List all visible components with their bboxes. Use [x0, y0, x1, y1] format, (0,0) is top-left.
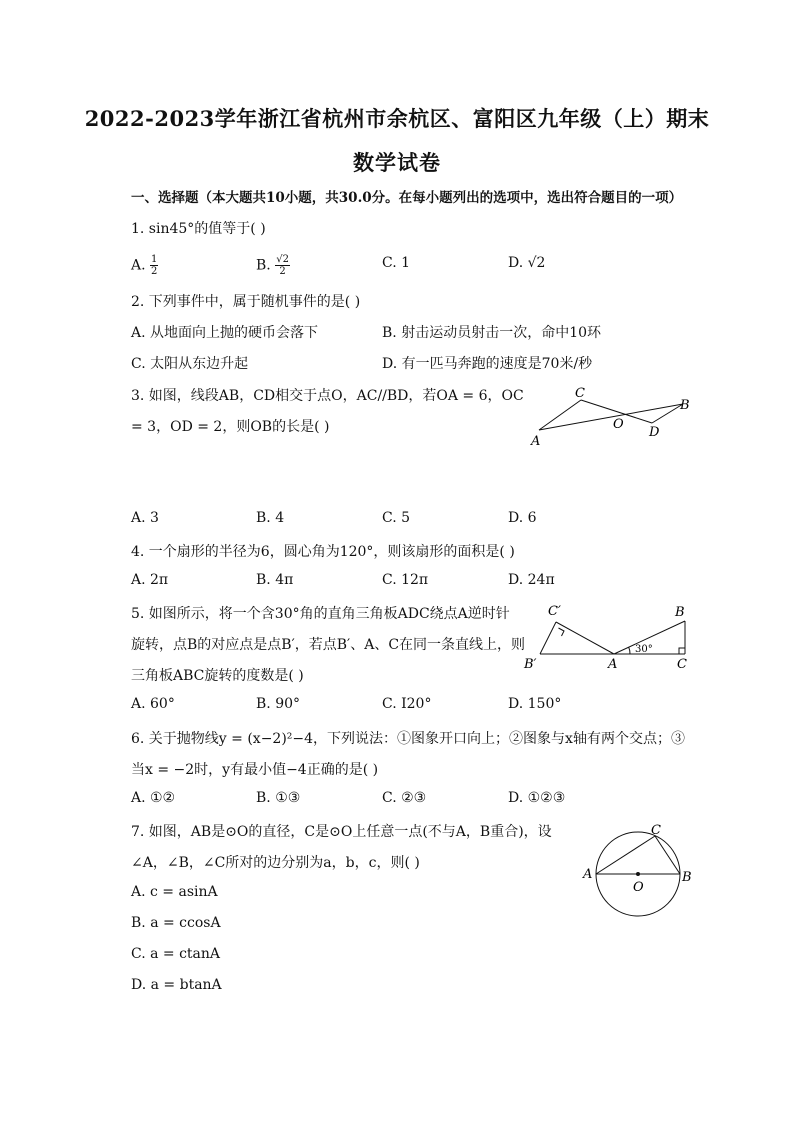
q5-right-angle-c	[679, 648, 685, 654]
q3-option-b: B. 4	[256, 510, 285, 526]
q6-option-b: B. ①③	[256, 790, 301, 806]
q5-label-C: C	[677, 657, 687, 672]
q7-label-C: C	[651, 823, 661, 838]
q2-option-d: D. 有一匹马奔跑的速度是70米/秒	[382, 356, 593, 372]
exam-title-line1: 2022-2023学年浙江省杭州市余杭区、富阳区九年级（上）期末	[84, 106, 710, 131]
q6-option-a: A. ①②	[131, 790, 176, 806]
q5-label-B: B	[675, 605, 685, 620]
q3-stem-line1: 3. 如图，线段AB，CD相交于点O，AC//BD，若OA = 6，OC	[131, 388, 524, 404]
q7-option-d: D. a = btanA	[131, 977, 222, 993]
q3-label-B: B	[680, 398, 690, 413]
q3-label-A: A	[531, 434, 541, 449]
q1-option-a-fraction: $\frac{1}{2}$	[151, 254, 158, 277]
q3-label-D: D	[649, 425, 660, 440]
q1-option-a: A. $\frac{1}{2}$	[131, 254, 158, 277]
q5-label-A: A	[608, 657, 618, 672]
q7-label-O: O	[633, 880, 644, 895]
q4-stem: 4. 一个扇形的半径为6，圆心角为120°，则该扇形的面积是( )	[131, 544, 515, 560]
q6-stem-line2: 当x = −2时，y有最小值−4正确的是( )	[131, 762, 379, 778]
q3-option-d: D. 6	[508, 510, 537, 526]
q5-option-d: D. 150°	[508, 696, 562, 712]
q4-option-c: C. 12π	[382, 572, 429, 588]
q2-option-b: B. 射击运动员射击一次，命中10环	[382, 325, 602, 341]
q5-angle-label: 30°	[635, 644, 653, 655]
q5-stem-line1: 5. 如图所示，将一个含30°角的直角三角板ADC绕点A逆时针	[131, 606, 510, 622]
q2-stem: 2. 下列事件中，属于随机事件的是( )	[131, 294, 361, 310]
section-heading-choice: 一、选择题（本大题共10小题，共30.0分。在每小题列出的选项中，选出符合题目的一项）	[131, 190, 683, 206]
q3-stem-line2: = 3，OD = 2，则OB的长是( )	[131, 419, 330, 435]
q4-option-d: D. 24π	[508, 572, 555, 588]
q7-chord-BC	[655, 836, 680, 874]
q5-angle-arc	[629, 647, 630, 654]
q7-option-b: B. a = ccosA	[131, 915, 221, 931]
q5-label-C-prime: C′	[548, 604, 561, 619]
q4-option-b: B. 4π	[256, 572, 294, 588]
q5-segment-C1A	[556, 622, 614, 654]
q5-label-B-prime: B′	[524, 657, 537, 672]
q7-option-c: C. a = ctanA	[131, 946, 221, 962]
q2-option-a: A. 从地面向上抛的硬币会落下	[131, 325, 319, 341]
q1-option-d: D. √2	[508, 255, 546, 271]
q7-figure	[578, 818, 700, 926]
q3-segment-AC	[539, 400, 581, 430]
q4-option-a: A. 2π	[131, 572, 169, 588]
q3-label-C: C	[575, 386, 585, 401]
q3-option-a: A. 3	[131, 510, 159, 526]
q5-stem-line3: 三角板ABC旋转的度数是( )	[131, 668, 304, 684]
q3-label-O: O	[613, 417, 624, 432]
q7-chord-AC	[596, 836, 655, 874]
q5-figure	[520, 600, 700, 672]
q5-stem-line2: 旋转，点B的对应点是点B′，若点B′、A、C在同一条直线上，则	[131, 637, 526, 653]
q6-stem-line1: 6. 关于抛物线y = (x−2)²−4，下列说法：①图象开口向上；②图象与x轴有两个交点；③	[131, 731, 685, 747]
q5-right-angle-c1	[559, 628, 565, 636]
q7-stem-line2: ∠A，∠B，∠C所对的边分别为a，b，c，则( )	[131, 855, 420, 871]
q7-center-point	[636, 872, 640, 876]
q7-stem-line1: 7. 如图，AB是⊙O的直径，C是⊙O上任意一点(不与A，B重合)，设	[131, 824, 552, 840]
q2-option-c: C. 太阳从东边升起	[131, 356, 249, 372]
q5-option-a: A. 60°	[131, 696, 175, 712]
q7-option-a: A. c = asinA	[131, 884, 218, 900]
q5-option-b: B. 90°	[256, 696, 301, 712]
q1-option-c: C. 1	[382, 255, 411, 271]
q3-figure	[525, 383, 700, 451]
q7-label-B: B	[682, 870, 692, 885]
q7-label-A: A	[583, 867, 593, 882]
q3-option-c: C. 5	[382, 510, 411, 526]
q6-option-d: D. ①②③	[508, 790, 566, 806]
exam-title-line2: 数学试卷	[353, 150, 441, 175]
q1-stem: 1. sin45°的值等于( )	[131, 221, 266, 237]
q1-option-b: B. $\frac{√2}{2}$	[256, 254, 289, 277]
q5-option-c: C. I20°	[382, 696, 432, 712]
q6-option-c: C. ②③	[382, 790, 427, 806]
q5-segment-B1C1	[540, 622, 556, 654]
q1-option-b-fraction: $\frac{√2}{2}$	[276, 254, 289, 277]
